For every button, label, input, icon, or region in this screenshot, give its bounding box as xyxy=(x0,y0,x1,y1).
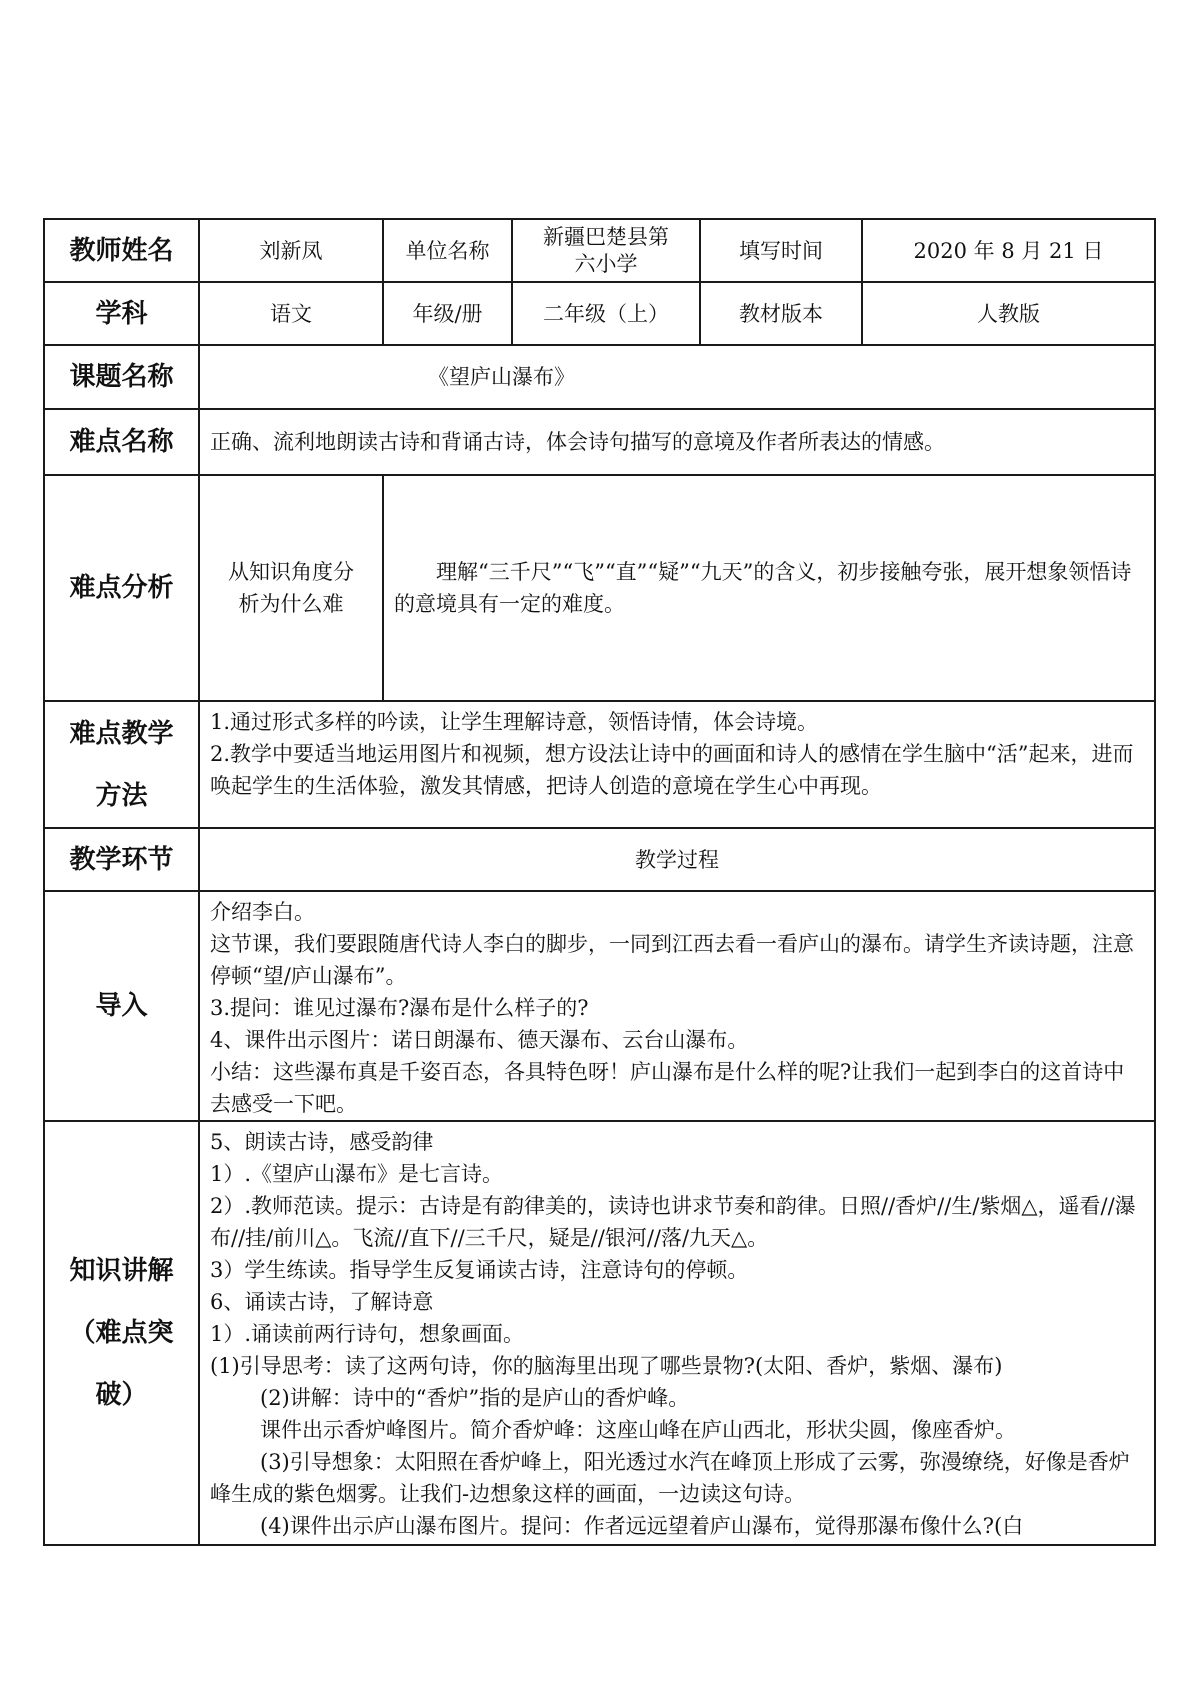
knowledge-line-9: 课件出示香炉峰图片。简介香炉峰：这座山峰在庐山西北，形状尖圆，像座香炉。 xyxy=(260,1418,1016,1442)
analysis-label: 难点分析 xyxy=(44,475,199,701)
topic-value xyxy=(199,345,1155,409)
grade-label: 年级/册 xyxy=(383,282,512,345)
row-teacher-info xyxy=(44,219,1155,282)
knowledge-label-line1: 知识讲解 xyxy=(69,1256,174,1286)
knowledge-label-line3: 破） xyxy=(95,1380,148,1410)
knowledge-line-5: 6、诵读古诗，了解诗意 xyxy=(210,1290,434,1314)
knowledge-label xyxy=(44,1121,199,1545)
row-subject-info xyxy=(44,282,1155,345)
lesson-plan-document xyxy=(43,218,1154,1546)
lesson-plan-table xyxy=(43,218,1156,1546)
knowledge-line-6: 1）.诵读前两行诗句，想象画面。 xyxy=(210,1322,525,1346)
unit-name-line1: 新疆巴楚县第 xyxy=(543,224,669,249)
knowledge-line-3: 2）.教师范读。提示：古诗是有韵律美的，读诗也讲求节奏和韵律。日照//香炉//生/紫烟△，遥看//瀑布//挂/前川△。飞流//直下//三千尺，疑是//银河//落/九天△。 xyxy=(210,1194,1136,1250)
knowledge-paragraph-3: (3)引导想象：太阳照在香炉峰上，阳光透过水汽在峰顶上形成了云雾，弥漫缭绕，好像是香炉峰生成的紫色烟雾。让我们-边想象这样的画面，一边读这句诗。 xyxy=(210,1450,1130,1506)
row-process-header xyxy=(44,828,1155,891)
subject-label: 学科 xyxy=(44,282,199,345)
knowledge-line-4: 3）学生练读。指导学生反复诵读古诗，注意诗句的停顿。 xyxy=(210,1258,749,1282)
knowledge-line-8: (2)讲解：诗中的“香炉”指的是庐山的香炉峰。 xyxy=(260,1386,690,1410)
fill-date-value: 2020 年 8 月 21 日 xyxy=(862,219,1155,282)
intro-line-1: 介绍李白。 xyxy=(210,900,315,924)
unit-name-value xyxy=(512,219,700,282)
teaching-stage-label: 教学环节 xyxy=(44,828,199,891)
row-difficulty xyxy=(44,409,1155,475)
grade-value: 二年级（上） xyxy=(512,282,700,345)
analysis-sublabel xyxy=(199,475,383,701)
knowledge-line-2: 1）.《望庐山瀑布》是七言诗。 xyxy=(210,1162,504,1186)
method-label-line2: 方法 xyxy=(95,780,148,811)
topic-label: 课题名称 xyxy=(44,345,199,409)
row-intro xyxy=(44,891,1155,1121)
fill-date-label: 填写时间 xyxy=(700,219,862,282)
knowledge-label-line2: （难点突 xyxy=(69,1318,174,1348)
intro-label: 导入 xyxy=(44,891,199,1121)
row-knowledge xyxy=(44,1121,1155,1545)
method-item-1: 1.通过形式多样的吟读，让学生理解诗意，领悟诗情，体会诗境。 xyxy=(210,710,819,734)
difficulty-label: 难点名称 xyxy=(44,409,199,475)
teacher-name-label: 教师姓名 xyxy=(44,219,199,282)
unit-name-label: 单位名称 xyxy=(383,219,512,282)
analysis-sublabel-line1: 从知识角度分 xyxy=(228,560,354,584)
knowledge-line-7: (1)引导思考：读了这两句诗，你的脑海里出现了哪些景物?(太阳、香炉，紫烟、瀑布) xyxy=(210,1354,1003,1378)
method-content xyxy=(199,701,1155,828)
method-label-line1: 难点教学 xyxy=(69,718,174,749)
unit-name-line2: 六小学 xyxy=(574,251,638,276)
topic-title: 《望庐山瀑布》 xyxy=(428,365,575,389)
knowledge-content xyxy=(199,1121,1155,1545)
intro-content xyxy=(199,891,1155,1121)
row-topic xyxy=(44,345,1155,409)
difficulty-value: 正确、流利地朗读古诗和背诵古诗，体会诗句描写的意境及作者所表达的情感。 xyxy=(199,409,1155,475)
knowledge-line-1: 5、朗读古诗，感受韵律 xyxy=(210,1130,434,1154)
subject-value: 语文 xyxy=(199,282,383,345)
analysis-sublabel-line2: 析为什么难 xyxy=(238,592,344,616)
method-label xyxy=(44,701,199,828)
teacher-name-value: 刘新凤 xyxy=(199,219,383,282)
row-analysis xyxy=(44,475,1155,701)
method-item-2: 2.教学中要适当地运用图片和视频，想方设法让诗中的画面和诗人的感情在学生脑中“活”起来，进而唤起学生的生活体验，激发其情感，把诗人创造的意境在学生心中再现。 xyxy=(210,742,1134,798)
textbook-edition-label: 教材版本 xyxy=(700,282,862,345)
intro-line-3: 3.提问：谁见过瀑布?瀑布是什么样子的? xyxy=(210,996,589,1020)
analysis-content xyxy=(383,475,1155,701)
teaching-process-label: 教学过程 xyxy=(199,828,1155,891)
knowledge-paragraph-4: (4)课件出示庐山瀑布图片。提问：作者远远望着庐山瀑布，觉得那瀑布像什么?(白 xyxy=(260,1514,1024,1538)
row-method xyxy=(44,701,1155,828)
intro-line-2: 这节课，我们要跟随唐代诗人李白的脚步，一同到江西去看一看庐山的瀑布。请学生齐读诗题，注意停顿“望/庐山瀑布”。 xyxy=(210,932,1134,988)
intro-line-5: 小结：这些瀑布真是千姿百态，各具特色呀！庐山瀑布是什么样的呢?让我们一起到李白的这首诗中去感受一下吧。 xyxy=(210,1060,1125,1116)
analysis-paragraph: 理解“三千尺”“飞”“直”“疑”“九天”的含义，初步接触夸张，展开想象领悟诗的意境具有一定的难度。 xyxy=(394,560,1132,616)
textbook-edition-value: 人教版 xyxy=(862,282,1155,345)
intro-line-4: 4、课件出示图片：诺日朗瀑布、德天瀑布、云台山瀑布。 xyxy=(210,1028,749,1052)
